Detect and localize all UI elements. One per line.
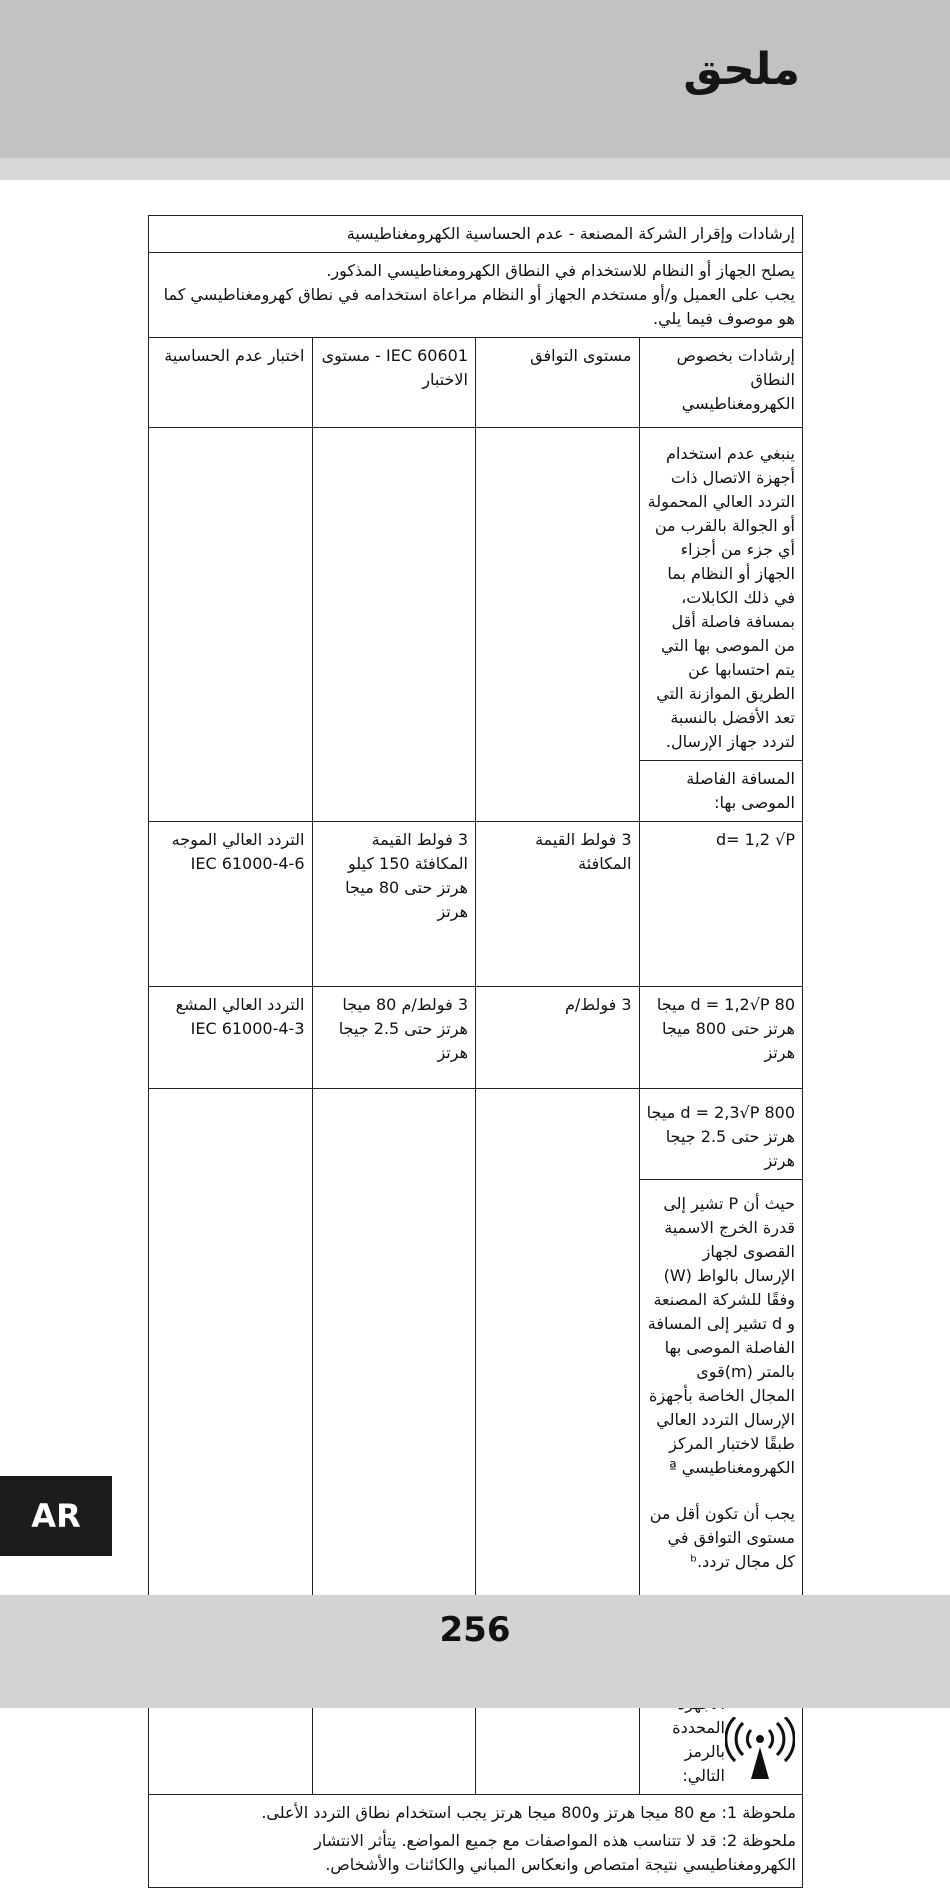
empty-cell [312,428,476,822]
portable-equipment-warning: ينبغي عدم استخدام أجهزة الاتصال ذات التردد العالي المحمولة أو الجوالة بالقرب من أي جزء من أجزاء الجهاز أو النظام بما في ذلك الكابلات، بمسافة فاصلة أقل من الموصى بها التي يتم احتسابها عن الطريق الموازنة التي تعد الأفضل بالنسبة لتردد جهاز الإرسال. [639,428,803,761]
radiated-compliance: 3 فولط/م [476,987,640,1089]
conducted-test: التردد العالي الموجه IEC 61000-4-6 [149,822,313,987]
table-intro-row [149,253,803,338]
note-2: ملحوظة 2: قد لا تتناسب هذه المواصفات مع جميع المواضع. يتأثر الانتشار الكهرومغناطيسي نتيجة امتصاص وانعكاس المباني والكائنات والأشخاص. [314,1831,796,1874]
interference-note: المحددة بالرمز التالي: [672,1718,725,1785]
note-1: ملحوظة 1: مع 80 ميجا هرتز و800 ميجا هرتز يجب استخدام نطاق التردد الأعلى. [261,1803,796,1822]
table-title: إرشادات وإقرار الشركة المصنعة - عدم الحساسية الكهرومغناطيسية [149,216,803,253]
table-header-row [149,338,803,428]
table-title-row [149,216,803,253]
intro-line-2: يجب على العميل و/أو مستخدم الجهاز أو النظام مراعاة استخدامه في نطاق كهرومغناطيسي كما هو موصوف فيما يلي. [163,285,795,328]
header-divider-strip [0,158,950,180]
table-row [149,428,803,761]
table-row [149,1089,803,1180]
intro-line-1: يصلح الجهاز أو النظام للاستخدام في النطاق الكهرومغناطيسي المذكور. [326,261,795,280]
empty-cell [476,428,640,822]
empty-cell [149,428,313,822]
table-notes-row [149,1795,803,1888]
header-guidance: إرشادات بخصوص النطاق الكهرومغناطيسي [639,338,803,428]
notes-cell [149,1795,803,1888]
radiated-test: التردد العالي المشع IEC 61000-4-3 [149,987,313,1089]
page-number: 256 [439,1610,511,1650]
conducted-test-level: 3 فولط القيمة المكافئة 150 كيلو هرتز حتى 80 ميجا هرتز [312,822,476,987]
radiated-high-formula: d = 2,3√P 800 ميجا هرتز حتى 2.5 جيجا هرتز [639,1089,803,1180]
table-intro [149,253,803,338]
language-tab: AR [0,1476,112,1556]
recommended-distance-label: المسافة الفاصلة الموصى بها: [639,761,803,822]
radiated-formula: d = 1,2√P 80 ميجا هرتز حتى 800 ميجا هرتز [639,987,803,1089]
page-title: ملحق [683,44,800,95]
power-distance-explanation: حيث أن P تشير إلى قدرة الخرج الاسمية القصوى لجهاز الإرسال بالواط (W) وفقًا للشركة المصنعة و d تشير إلى المسافة الفاصلة الموصى بها بالمتر (m)قوى المجال الخاصة بأجهزة الإرسال التردد العالي طبقًا لاختبار المركز الكهرومغناطيسي ª [647,1194,795,1477]
radio-transmitter-icon [725,1717,795,1788]
header-immunity-test: اختبار عدم الحساسية [149,338,313,428]
header-compliance: مستوى التوافق [476,338,640,428]
table-row-radiated [149,987,803,1089]
table-row-conducted [149,822,803,987]
compliance-level-note: يجب أن تكون أقل من مستوى التوافق في كل مجال تردد.ᵇ [649,1504,795,1571]
radiated-test-level: 3 فولط/م 80 ميجا هرتز حتى 2.5 جيجا هرتز [312,987,476,1089]
header-test-level: IEC 60601 - مستوى الاختبار [312,338,476,428]
conducted-formula: d= 1,2 √P [639,822,803,987]
header-band [0,0,950,158]
conducted-compliance: 3 فولط القيمة المكافئة [476,822,640,987]
